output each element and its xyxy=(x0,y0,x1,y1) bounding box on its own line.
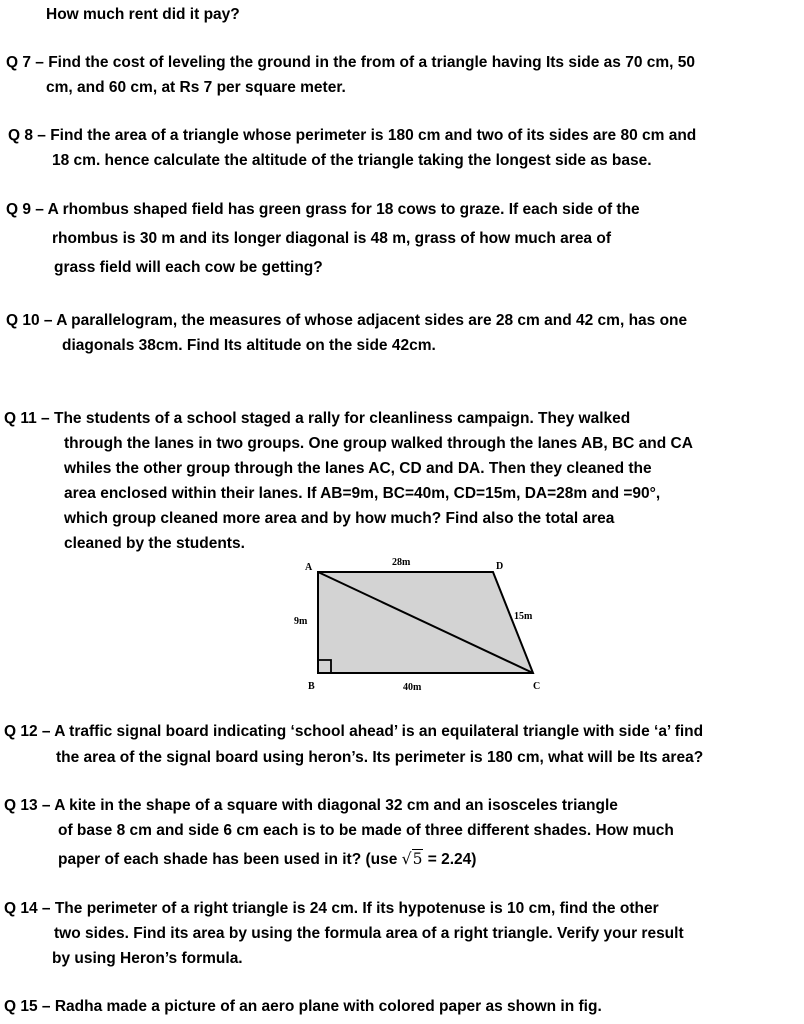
q9-line-2: rhombus is 30 m and its longer diagonal is 48 m, grass of how much area of xyxy=(52,230,611,247)
vertex-b-label: B xyxy=(308,681,315,692)
q14-line-2: two sides. Find its area by using the formula area of a right triangle. Verify your result xyxy=(54,925,684,942)
q11-line-2: through the lanes in two groups. One group walked through the lanes AB, BC and CA xyxy=(64,435,693,452)
side-cd-label: 15m xyxy=(514,611,533,622)
q11-line-3: whiles the other group through the lanes AC, CD and DA. Then they cleaned the xyxy=(64,460,652,477)
q8-line-2: 18 cm. hence calculate the altitude of the triangle taking the longest side as base. xyxy=(52,152,652,169)
side-bc-label: 40m xyxy=(403,682,422,693)
q14-line-1: Q 14 – The perimeter of a right triangle is 24 cm. If its hypotenuse is 10 cm, find the other xyxy=(4,900,659,917)
q11-line-5: which group cleaned more area and by how much? Find also the total area xyxy=(64,510,615,527)
side-ab-label: 9m xyxy=(294,616,308,627)
q7-line-1: Q 7 – Find the cost of leveling the ground in the from of a triangle having Its side as 70 cm, 50 xyxy=(6,54,696,71)
q7-line-2: cm, and 60 cm, at Rs 7 per square meter. xyxy=(46,79,346,96)
q10-line-1: Q 10 – A parallelogram, the measures of whose adjacent sides are 28 cm and 42 cm, has one xyxy=(6,312,688,329)
q13-text-before-root: paper of each shade has been used in it? (use xyxy=(58,851,402,868)
sqrt-symbol: √5 xyxy=(401,850,423,868)
q15-line-1: Q 15 – Radha made a picture of an aero plane with colored paper as shown in fig. xyxy=(4,998,602,1015)
q12-line-1: Q 12 – A traffic signal board indicating ‘school ahead’ is an equilateral triangle with side ‘a’ find xyxy=(4,723,704,740)
q9-line-1: Q 9 – A rhombus shaped field has green grass for 18 cows to graze. If each side of the xyxy=(6,201,640,218)
q11-line-4: area enclosed within their lanes. If AB=9m, BC=40m, CD=15m, DA=28m and =90°, xyxy=(64,485,661,502)
q9-line-3: grass field will each cow be getting? xyxy=(54,259,323,276)
q12-line-2: the area of the signal board using heron’s. Its perimeter is 180 cm, what will be Its area? xyxy=(56,749,704,766)
side-ad-label: 28m xyxy=(392,557,411,568)
q11-line-6: cleaned by the students. xyxy=(64,535,245,552)
q14-line-3: by using Heron’s formula. xyxy=(52,950,243,967)
q13-text-after-root: = 2.24) xyxy=(423,851,477,868)
q11-line-1: Q 11 – The students of a school staged a rally for cleanliness campaign. They walked xyxy=(4,410,631,427)
q13-line-1: Q 13 – A kite in the shape of a square with diagonal 32 cm and an isosceles triangle xyxy=(4,797,618,814)
radicand: 5 xyxy=(412,850,423,868)
q13-line-3 xyxy=(58,850,476,869)
line-rent: How much rent did it pay? xyxy=(46,6,240,23)
q10-line-2: diagonals 38cm. Find Its altitude on the side 42cm. xyxy=(62,337,436,354)
vertex-a-label: A xyxy=(305,562,313,573)
vertex-c-label: C xyxy=(533,681,541,692)
q8-line-1: Q 8 – Find the area of a triangle whose perimeter is 180 cm and two of its sides are 80 cm and xyxy=(8,127,697,144)
trapezium-figure xyxy=(290,552,560,697)
q13-line-2: of base 8 cm and side 6 cm each is to be made of three different shades. How much xyxy=(58,822,674,839)
vertex-d-label: D xyxy=(496,561,504,572)
